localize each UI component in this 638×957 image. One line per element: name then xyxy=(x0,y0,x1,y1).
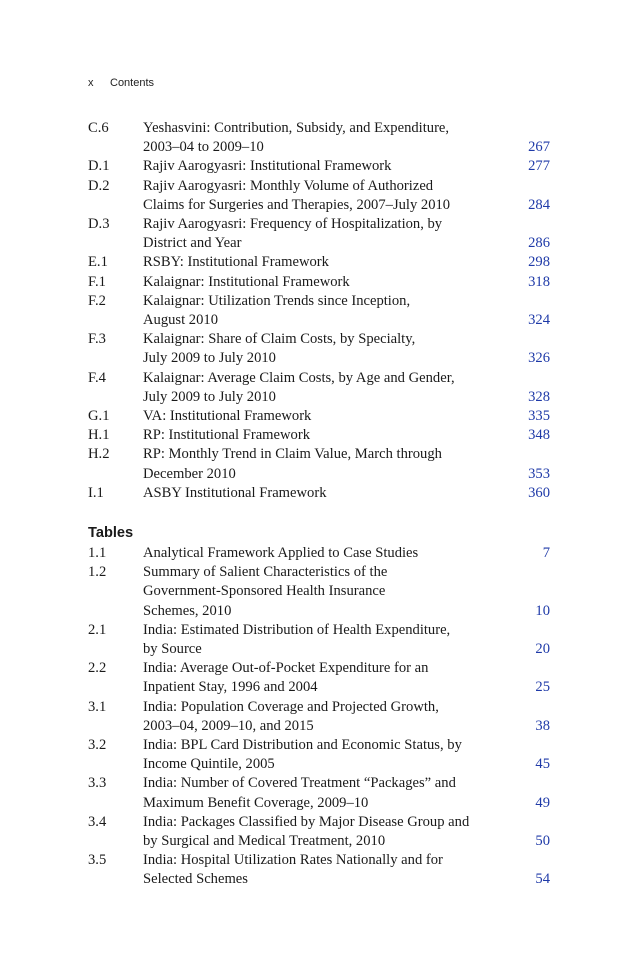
entry-number: 3.3 xyxy=(88,775,107,792)
entry-page-link[interactable]: 326 xyxy=(528,350,550,367)
entry-number: F.2 xyxy=(88,292,106,309)
entry-title-line: August 2010 xyxy=(143,312,218,329)
toc-entry[interactable] xyxy=(88,736,550,774)
toc-entry[interactable] xyxy=(88,484,550,503)
entry-page-link[interactable]: 267 xyxy=(528,139,550,156)
toc-entry[interactable] xyxy=(88,253,550,272)
entry-page-link[interactable]: 277 xyxy=(528,158,550,175)
toc-entry[interactable] xyxy=(88,369,550,407)
entry-title-line: India: Packages Classified by Major Disease Group and xyxy=(143,813,470,830)
entry-number: D.2 xyxy=(88,177,110,194)
entry-title-line: Selected Schemes xyxy=(143,871,248,888)
entry-number: D.1 xyxy=(88,158,110,175)
entry-title-line: India: Hospital Utilization Rates Nationally and for xyxy=(143,852,443,869)
entry-title-line: ASBY Institutional Framework xyxy=(143,484,327,501)
entry-number: I.1 xyxy=(88,484,104,501)
entry-title xyxy=(143,119,510,157)
tables-heading: Tables xyxy=(88,525,134,541)
entry-page-link[interactable]: 335 xyxy=(528,408,550,425)
entry-page-link[interactable]: 286 xyxy=(528,235,550,252)
toc-entry[interactable] xyxy=(88,563,550,621)
toc-entry[interactable] xyxy=(88,698,550,736)
running-head xyxy=(88,77,154,89)
entry-title-line: India: Number of Covered Treatment “Packages” and xyxy=(143,775,456,792)
entry-number: 3.4 xyxy=(88,813,107,830)
toc-entry[interactable] xyxy=(88,813,550,851)
entry-number: F.4 xyxy=(88,369,106,386)
entry-page-link[interactable]: 353 xyxy=(528,465,550,482)
entry-title xyxy=(143,177,510,215)
entry-title-line: VA: Institutional Framework xyxy=(143,408,312,425)
entry-title-line: Rajiv Aarogyasri: Monthly Volume of Authorized xyxy=(143,177,434,194)
entry-title-line: RSBY: Institutional Framework xyxy=(143,254,329,271)
toc-entry[interactable] xyxy=(88,330,550,368)
entry-number: F.1 xyxy=(88,273,106,290)
entry-title-line: Inpatient Stay, 1996 and 2004 xyxy=(143,679,318,696)
entry-page-link[interactable]: 50 xyxy=(535,833,550,850)
entry-title-line: Claims for Surgeries and Therapies, 2007–July 2010 xyxy=(143,196,451,213)
entry-title xyxy=(143,407,510,426)
entry-number: D.3 xyxy=(88,216,110,233)
entry-title-line: Yeshasvini: Contribution, Subsidy, and Expenditure, xyxy=(143,120,450,136)
entry-title xyxy=(143,698,510,736)
entry-title xyxy=(143,621,510,659)
entry-title-line: Analytical Framework Applied to Case Studies xyxy=(143,545,419,561)
toc-entry[interactable] xyxy=(88,426,550,445)
figures-list xyxy=(88,119,550,503)
entry-page-link[interactable]: 324 xyxy=(528,312,550,329)
toc-entry[interactable] xyxy=(88,407,550,426)
entry-title-line: RP: Monthly Trend in Claim Value, March through xyxy=(143,446,442,463)
entry-title xyxy=(143,563,510,621)
entry-title-line: Government-Sponsored Health Insurance xyxy=(143,583,386,600)
toc-entry[interactable] xyxy=(88,621,550,659)
entry-number: H.1 xyxy=(88,427,110,444)
entry-title-line: Rajiv Aarogyasri: Institutional Framework xyxy=(143,158,392,175)
section-title: Contents xyxy=(110,77,155,89)
entry-title-line: District and Year xyxy=(143,235,242,252)
entry-page-link[interactable]: 20 xyxy=(535,641,550,658)
entry-number: G.1 xyxy=(88,408,110,425)
entry-title xyxy=(143,273,510,292)
entry-title-line: Kalaignar: Utilization Trends since Inception, xyxy=(143,292,411,309)
entry-title-line: Kalaignar: Institutional Framework xyxy=(143,273,350,290)
entry-title-line: India: Estimated Distribution of Health Expenditure, xyxy=(143,621,451,638)
toc-entry[interactable] xyxy=(88,177,550,215)
entry-title xyxy=(143,253,510,272)
entry-title xyxy=(143,445,510,483)
entry-title-line: by Surgical and Medical Treatment, 2010 xyxy=(143,833,386,850)
entry-number: F.3 xyxy=(88,331,106,348)
toc-entry[interactable] xyxy=(88,851,550,889)
entry-title-line: Kalaignar: Share of Claim Costs, by Specialty, xyxy=(143,331,416,348)
entry-title-line: December 2010 xyxy=(143,465,236,482)
entry-page-link[interactable]: 348 xyxy=(528,427,550,444)
entry-page-link[interactable]: 7 xyxy=(542,545,550,561)
entry-number: 1.1 xyxy=(88,545,107,561)
entry-title-line: Rajiv Aarogyasri: Frequency of Hospitalization, by xyxy=(143,216,443,233)
entry-title xyxy=(143,659,510,697)
entry-title xyxy=(143,774,510,812)
tables-section xyxy=(88,522,550,890)
entry-title-line: July 2009 to July 2010 xyxy=(143,350,276,367)
entry-title-line: 2003–04 to 2009–10 xyxy=(143,139,264,156)
entry-title xyxy=(143,292,510,330)
entry-title-line: Summary of Salient Characteristics of the xyxy=(143,564,388,581)
entry-title-line: July 2009 to July 2010 xyxy=(143,388,276,405)
toc-entry[interactable] xyxy=(88,292,550,330)
entry-number: 3.5 xyxy=(88,852,107,869)
entry-title-line: Schemes, 2010 xyxy=(143,602,232,619)
toc-entry[interactable] xyxy=(88,157,550,176)
entry-number: 1.2 xyxy=(88,564,107,581)
entry-number: H.2 xyxy=(88,446,110,463)
entry-page-link[interactable]: 10 xyxy=(535,602,550,619)
page-number: x xyxy=(88,77,94,89)
entry-page-link[interactable]: 45 xyxy=(535,756,550,773)
entry-title-line: India: Population Coverage and Projected Growth, xyxy=(143,698,439,715)
entry-number: E.1 xyxy=(88,254,108,271)
entry-page-link[interactable]: 49 xyxy=(535,794,550,811)
entry-title-line: RP: Institutional Framework xyxy=(143,427,311,444)
entry-page-link[interactable]: 360 xyxy=(528,484,550,501)
entry-title xyxy=(143,215,510,253)
entry-title xyxy=(143,484,510,503)
entry-title-line: Kalaignar: Average Claim Costs, by Age and Gender, xyxy=(143,369,455,386)
tables-list xyxy=(88,544,550,890)
entry-title xyxy=(143,736,510,774)
entry-title xyxy=(143,813,510,851)
toc-entry[interactable] xyxy=(88,215,550,253)
entry-title xyxy=(143,851,510,889)
entry-title-line: India: Average Out-of-Pocket Expenditure for an xyxy=(143,660,429,677)
entry-number: 3.1 xyxy=(88,698,107,715)
entry-page-link[interactable]: 328 xyxy=(528,388,550,405)
entry-title xyxy=(143,330,510,368)
toc-entry[interactable] xyxy=(88,659,550,697)
toc-entry[interactable] xyxy=(88,544,550,563)
entry-title xyxy=(143,544,510,563)
toc-entry[interactable] xyxy=(88,445,550,483)
entry-number: 2.1 xyxy=(88,621,107,638)
entry-title xyxy=(143,426,510,445)
entry-title-line: Income Quintile, 2005 xyxy=(143,756,275,773)
entry-title-line: by Source xyxy=(143,641,202,658)
entry-title-line: 2003–04, 2009–10, and 2015 xyxy=(143,717,314,734)
entry-page-link[interactable]: 298 xyxy=(528,254,550,271)
entry-page-link[interactable]: 54 xyxy=(535,871,550,888)
entry-title xyxy=(143,157,510,176)
toc-entry[interactable] xyxy=(88,119,550,157)
entry-title-line: India: BPL Card Distribution and Economic Status, by xyxy=(143,737,462,754)
entry-page-link[interactable]: 38 xyxy=(535,717,550,734)
entry-page-link[interactable]: 25 xyxy=(535,679,550,696)
entry-page-link[interactable]: 318 xyxy=(528,273,550,290)
entry-page-link[interactable]: 284 xyxy=(528,196,550,213)
entry-number: C.6 xyxy=(88,120,109,136)
entry-title-line: Maximum Benefit Coverage, 2009–10 xyxy=(143,794,369,811)
entry-number: 2.2 xyxy=(88,660,107,677)
entry-number: 3.2 xyxy=(88,737,107,754)
toc-entry[interactable] xyxy=(88,273,550,292)
entry-title xyxy=(143,369,510,407)
toc-entry[interactable] xyxy=(88,774,550,812)
